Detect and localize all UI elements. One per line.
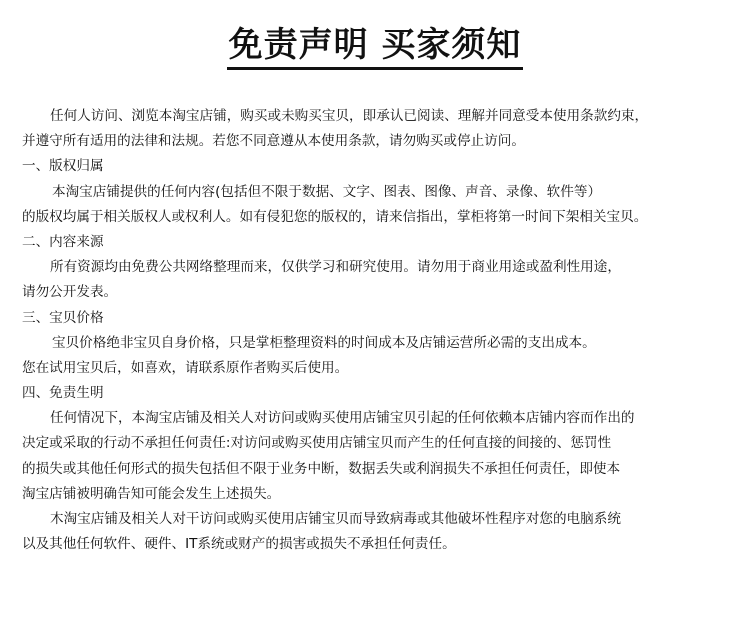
section-line: 您在试用宝贝后，如喜欢，请联系原作者购买后使用。 (22, 359, 349, 376)
section-line: 宝贝价格绝非宝贝自身价格，只是掌柜整理资料的时间成本及店铺运营所必需的支出成本。 (52, 334, 596, 351)
section-line: 木淘宝店铺及相关人对干访问或购买使用店铺宝贝而导致病毒或其他破坏性程序对您的电脑系统 (50, 511, 621, 527)
disclaimer-body (22, 104, 740, 557)
section-line: 的版权均属于相关版权人或权利人。如有侵犯您的版权的，请来信指出，掌柜将第一时间下架相关宝贝。 (22, 208, 648, 225)
section-heading-copyright: 一、版权归属 (22, 158, 104, 175)
intro-line: 任何人访问、浏览本淘宝店铺，购买或未购买宝贝，即承认已阅读、理解并同意受本使用条款约束， (50, 108, 649, 124)
section-line: 以及其他任何软件、硬件、IT系统或财产的损害或损失不承担任何责任。 (22, 536, 456, 553)
section-line: 所有资源均由免费公共网络整理而来，仅供学习和研究使用。请勿用于商业用途或盈利性用途， (50, 259, 621, 276)
section-heading-source: 二、内容来源 (22, 233, 104, 250)
page-title (0, 22, 750, 70)
section-heading-price: 三、宝贝价格 (22, 309, 104, 326)
section-line: 任何情况下，本淘宝店铺及相关人对访问或购买使用店铺宝贝引起的任何依赖本店铺内容而作出的 (50, 410, 635, 427)
section-line: 淘宝店铺被明确告知可能会发生上述损失。 (22, 485, 281, 502)
page-title-text: 免责声明 买家须知 (227, 23, 524, 70)
section-line: 的损失或其他任何形式的损失包括但不限于业务中断，数据丢失或利润损失不承担任何责任，即使本 (22, 460, 621, 477)
section-line: 决定或采取的行动不承担任何责任:对访问或购买使用店铺宝贝而产生的任何直接的间接的、惩罚性 (22, 435, 612, 452)
section-line: 请勿公开发表。 (22, 284, 118, 301)
section-line: 本淘宝店铺提供的任何内容(包括但不限于数据、文字、图表、图像、声音、录像、软件等） (52, 183, 602, 200)
intro-line: 并遵守所有适用的法律和法规。若您不同意遵从本使用条款，请勿购买或停止访问。 (22, 133, 525, 150)
section-heading-disclaimer: 四、免责生明 (22, 385, 104, 402)
